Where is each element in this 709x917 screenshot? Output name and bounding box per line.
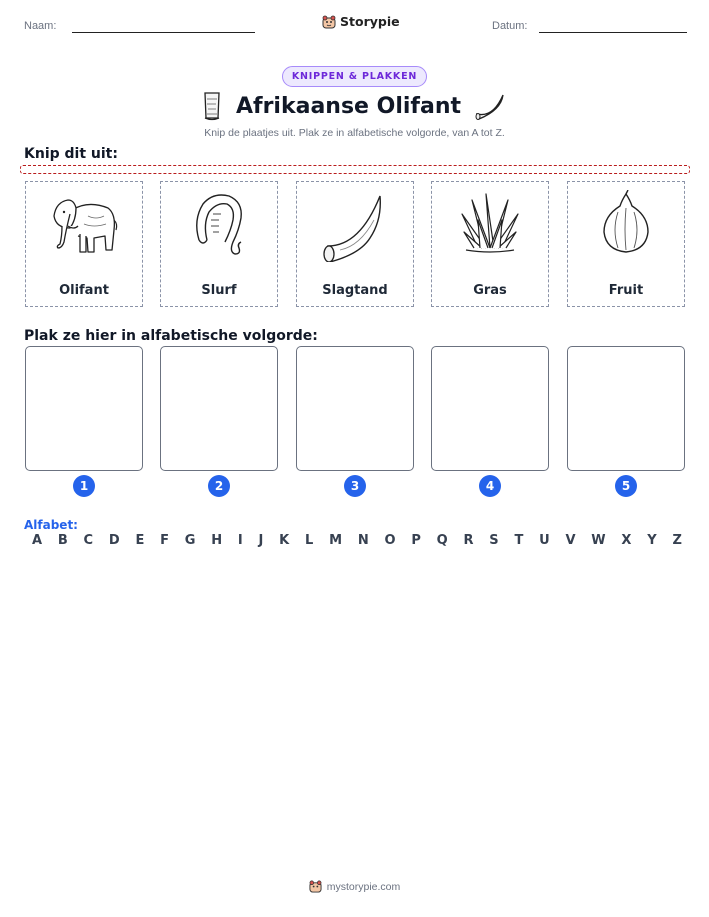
elephant-icon (48, 190, 120, 260)
paste-slot-5[interactable] (567, 346, 685, 471)
cut-card-fruit[interactable] (567, 181, 685, 307)
alphabet-letter: V (565, 533, 576, 548)
alphabet-letter: D (108, 533, 120, 548)
alphabet-letter: N (357, 533, 369, 548)
fig-icon (598, 190, 654, 256)
name-line[interactable] (72, 32, 255, 33)
page-title: Afrikaanse Olifant (235, 93, 462, 119)
card-label: Fruit (608, 283, 644, 298)
alphabet-letter: Y (647, 533, 657, 548)
alphabet-heading: Alfabet: (24, 518, 78, 532)
cut-card-slurf[interactable] (160, 181, 278, 307)
name-label: Naam: (24, 20, 57, 32)
alphabet-letter: Q (436, 533, 448, 548)
slot-number-2: 2 (208, 475, 230, 497)
alphabet-letter: M (329, 533, 343, 548)
alphabet-letter: T (514, 533, 524, 548)
storypie-mascot-icon (309, 880, 322, 893)
date-line[interactable] (539, 32, 687, 33)
alphabet-letter: S (489, 533, 499, 548)
instructions: Knip de plaatjes uit. Plak ze in alfabetische volgorde, van A tot Z. (204, 127, 505, 139)
brand-logo (322, 14, 400, 29)
tusk-icon (320, 190, 390, 262)
alphabet-letter: P (411, 533, 421, 548)
slot-number-1: 1 (73, 475, 95, 497)
cut-card-gras[interactable] (431, 181, 549, 307)
alphabet-letter: O (384, 533, 396, 548)
brand-name: Storypie (340, 14, 400, 29)
paste-slot-3[interactable] (296, 346, 414, 471)
slot-number-5: 5 (615, 475, 637, 497)
card-label: Slagtand (322, 283, 388, 298)
footer-url[interactable]: mystorypie.com (326, 880, 401, 893)
alphabet-row (32, 533, 682, 548)
cut-heading: Knip dit uit: (24, 146, 118, 162)
paste-heading: Plak ze hier in alfabetische volgorde: (24, 328, 318, 344)
paste-slot-2[interactable] (160, 346, 278, 471)
alphabet-letter: C (83, 533, 94, 548)
cut-card-olifant[interactable] (25, 181, 143, 307)
alphabet-letter: H (211, 533, 223, 548)
card-label: Olifant (59, 283, 109, 298)
paste-slot-1[interactable] (25, 346, 143, 471)
grass-icon (460, 190, 520, 254)
alphabet-letter: X (621, 533, 632, 548)
alphabet-letter: K (279, 533, 290, 548)
storypie-mascot-icon (322, 15, 336, 29)
trunk-icon (189, 190, 249, 260)
alphabet-letter: E (135, 533, 145, 548)
alphabet-letter: A (32, 533, 43, 548)
cut-card-slagtand[interactable] (296, 181, 414, 307)
tusk-title-icon (475, 92, 507, 120)
alphabet-letter: B (57, 533, 68, 548)
cut-line (20, 165, 690, 174)
alphabet-letter: G (184, 533, 196, 548)
paste-slot-4[interactable] (431, 346, 549, 471)
footer (309, 880, 401, 893)
alphabet-letter: J (258, 533, 264, 548)
alphabet-letter: W (591, 533, 606, 548)
date-label: Datum: (492, 20, 528, 32)
alphabet-letter: R (463, 533, 474, 548)
alphabet-letter: I (237, 533, 243, 548)
alphabet-letter: F (160, 533, 170, 548)
elephant-leg-icon (202, 91, 222, 121)
alphabet-letter: L (305, 533, 314, 548)
alphabet-letter: U (539, 533, 550, 548)
alphabet-letter: Z (672, 533, 682, 548)
activity-badge: KNIPPEN & PLAKKEN (282, 66, 427, 87)
slot-number-4: 4 (479, 475, 501, 497)
card-label: Gras (473, 283, 507, 298)
slot-number-3: 3 (344, 475, 366, 497)
card-label: Slurf (201, 283, 237, 298)
